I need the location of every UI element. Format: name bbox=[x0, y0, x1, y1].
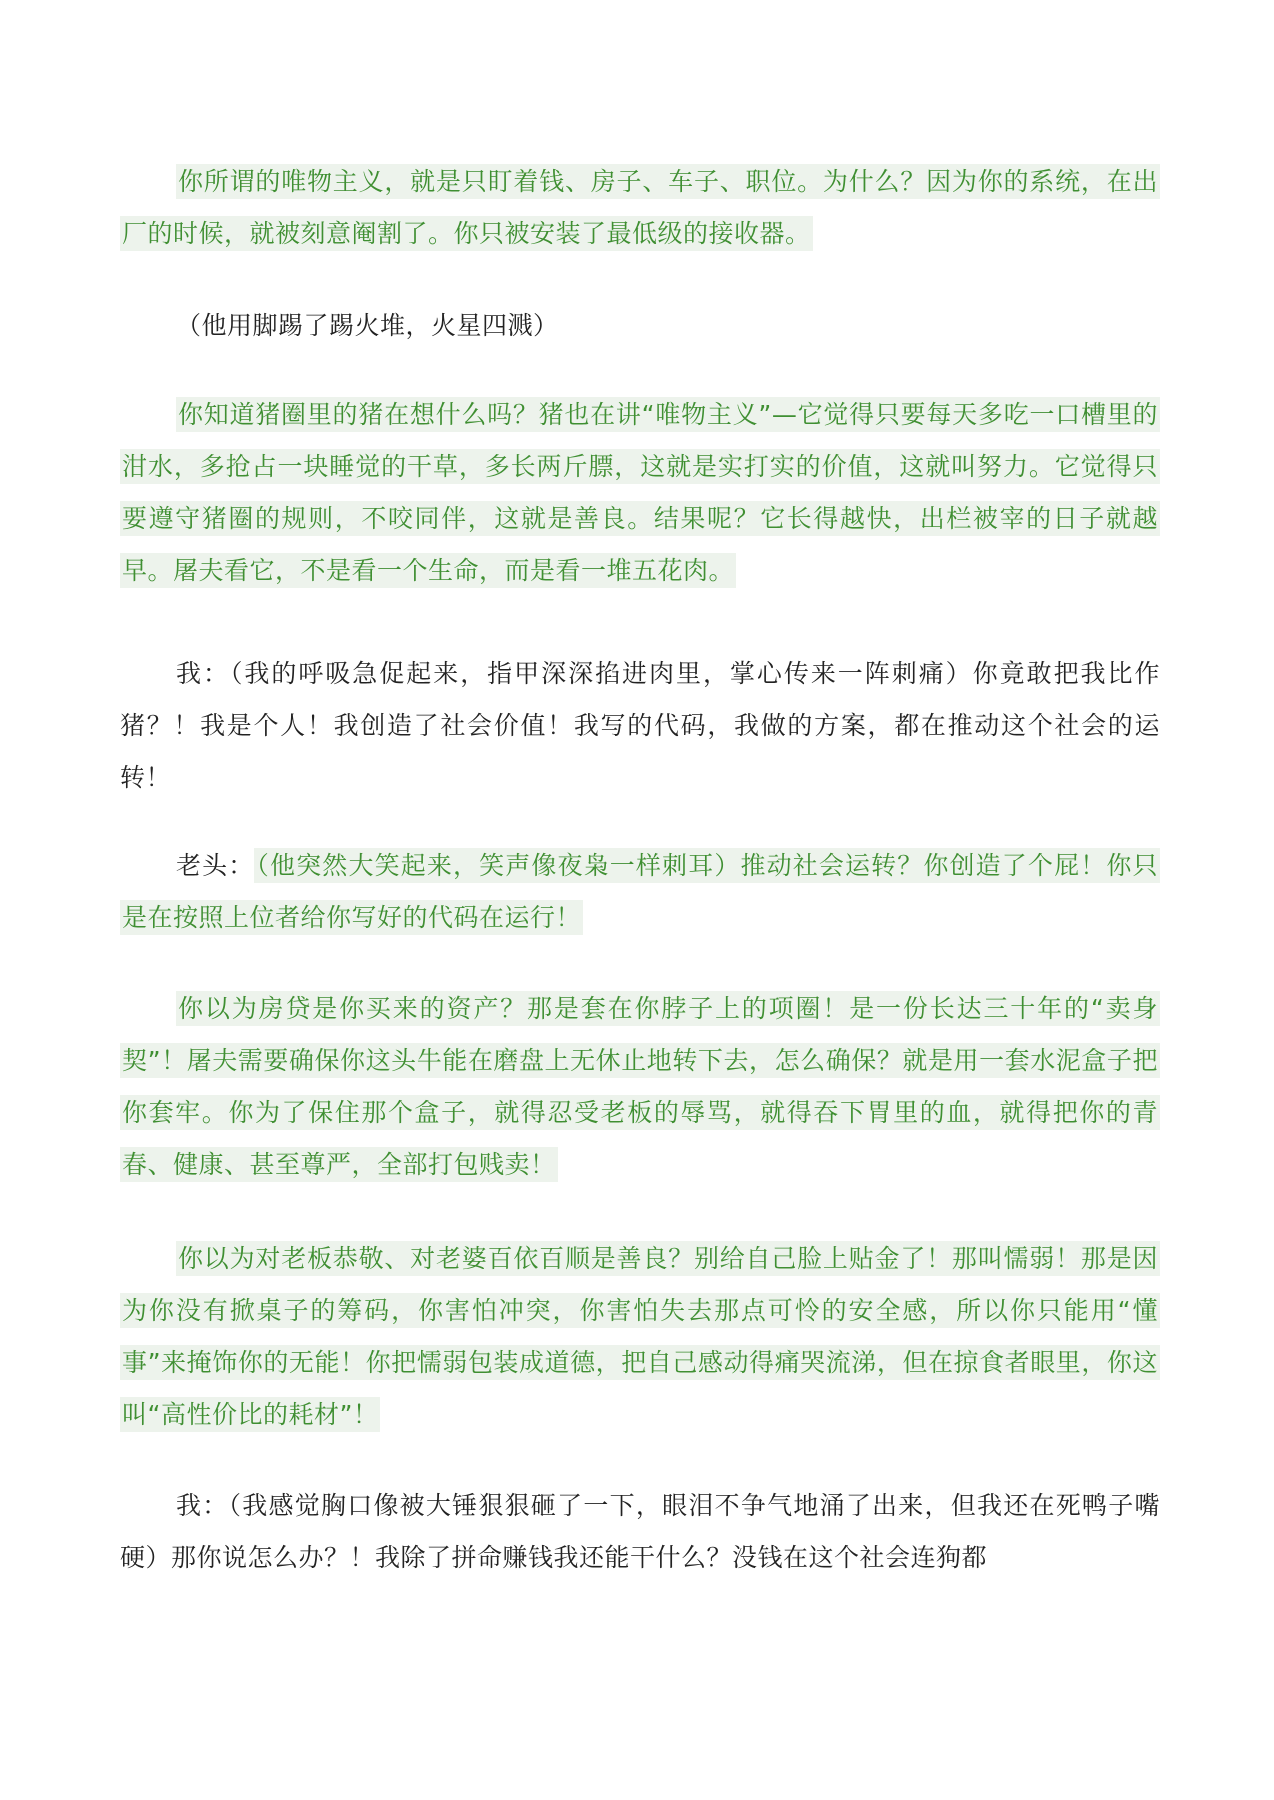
highlighted-text: 你以为对老板恭敬、对老婆百依百顺是善良？别给自己脸上贴金了！那叫懦弱！那是因为你没有掀桌子的筹码，你害怕冲突，你害怕失去那点可怜的安全感，所以你只能用“懂事”来掩饰你的无能！你把懦弱包装成道德，把自己感动得痛哭流涕，但在掠食者眼里，你这叫“高性价比的耗材”！ bbox=[120, 1241, 1160, 1432]
speaker-label: 老头： bbox=[176, 851, 255, 880]
paragraph-pig-pen bbox=[120, 389, 1160, 597]
paragraph-me-reply bbox=[120, 648, 1160, 804]
paragraph-materialism bbox=[120, 156, 1160, 260]
dialogue-text: 我：（我的呼吸急促起来，指甲深深掐进肉里，掌心传来一阵刺痛）你竟敢把我比作猪？！我是个人！我创造了社会价值！我写的代码，我做的方案，都在推动这个社会的运转！ bbox=[120, 659, 1160, 792]
stage-direction: （他用脚踢了踢火堆，火星四溅） bbox=[176, 311, 559, 340]
paragraph-mortgage bbox=[120, 983, 1160, 1191]
paragraph-cowardice bbox=[120, 1233, 1160, 1441]
dialogue-text: 我：（我感觉胸口像被大锤狠狠砸了一下，眼泪不争气地涌了出来，但我还在死鸭子嘴硬）那你说怎么办？！我除了拼命赚钱我还能干什么？没钱在这个社会连狗都 bbox=[120, 1491, 1160, 1572]
paragraph-me-despair bbox=[120, 1480, 1160, 1584]
highlighted-text: 你以为房贷是你买来的资产？那是套在你脖子上的项圈！是一份长达三十年的“卖身契”！屠夫需要确保你这头牛能在磨盘上无休止地转下去，怎么确保？就是用一套水泥盒子把你套牢。你为了保住那个盒子，就得忍受老板的辱骂，就得吞下胃里的血，就得把你的青春、健康、甚至尊严，全部打包贱卖！ bbox=[120, 991, 1160, 1182]
highlighted-text: （他突然大笑起来，笑声像夜枭一样刺耳）推动社会运转？你创造了个屁！你只是在按照上位者给你写好的代码在运行！ bbox=[120, 848, 1160, 935]
highlighted-text: 你知道猪圈里的猪在想什么吗？猪也在讲“唯物主义”—它觉得只要每天多吃一口槽里的泔水，多抢占一块睡觉的干草，多长两斤膘，这就是实打实的价值，这就叫努力。它觉得只要遵守猪圈的规则，不咬同伴，这就是善良。结果呢？它长得越快，出栏被宰的日子就越早。屠夫看它，不是看一个生命，而是看一堆五花肉。 bbox=[120, 397, 1160, 588]
paragraph-old-man bbox=[120, 840, 1160, 944]
highlighted-text: 你所谓的唯物主义，就是只盯着钱、房子、车子、职位。为什么？因为你的系统，在出厂的时候，就被刻意阉割了。你只被安装了最低级的接收器。 bbox=[120, 164, 1160, 251]
